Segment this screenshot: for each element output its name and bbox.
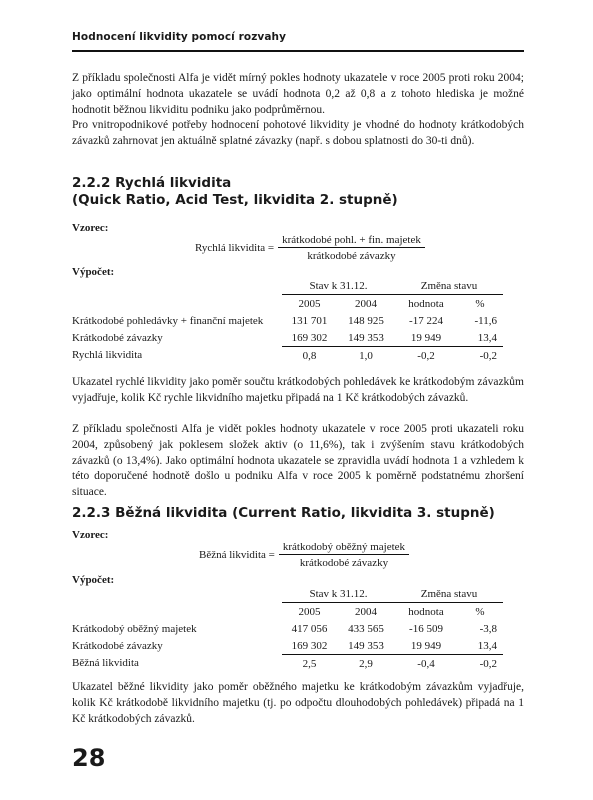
cell-change-value: -0,4	[417, 657, 435, 670]
cell-change-percent: 13,4	[457, 637, 503, 655]
cell-change-value: -0,2	[417, 349, 435, 362]
quick-ratio-table	[72, 277, 503, 364]
col-header-value: hodnota	[408, 605, 444, 618]
formula-current-lhs: Běžná likvidita =	[199, 549, 275, 561]
running-head-title: Hodnocení likvidity pomocí rozvahy	[72, 31, 287, 43]
formula-current-ratio	[199, 541, 409, 569]
cell-2004: 2,9	[359, 657, 373, 670]
table-column-header-row	[72, 295, 503, 313]
table-row	[72, 637, 503, 655]
col-header-2005: 2005	[298, 297, 321, 310]
group-header-state: Stav k 31.12.	[282, 277, 395, 295]
col-header-2005: 2005	[298, 605, 321, 618]
cell-2005: 169 302	[282, 329, 337, 347]
cell-2005: 0,8	[302, 349, 317, 362]
formula-label-current: Vzorec:	[72, 529, 109, 541]
table-row	[72, 347, 503, 365]
col-header-percent: %	[475, 297, 485, 310]
row-label: Krátkodobý oběžný majetek	[72, 622, 197, 635]
table-group-header-row	[72, 585, 503, 603]
group-header-change: Změna stavu	[395, 585, 503, 603]
col-header-2004: 2004	[355, 297, 377, 310]
cell-change-value: 19 949	[395, 637, 457, 655]
cell-2004: 433 565	[348, 622, 384, 635]
header-rule	[72, 50, 524, 52]
paragraph-internal-needs: Pro vnitropodnikové potřeby hodnocení pohotové likvidity je vhodné do hodnoty krátkodobých závazků zahrnovat jen aktuálně splatné závazky (např. s dobou splatnosti do 30-ti dnů).	[72, 119, 524, 147]
cell-change-percent: -11,6	[474, 314, 497, 327]
paragraph-quick-ratio-meaning: Ukazatel rychlé likvidity jako poměr součtu krátkodobých pohledávek ke krátkodobým závazkům vyjadřuje, kolik Kč rychle likvidního majetku připadá na 1 Kč krátkodobých závazků.	[72, 376, 524, 404]
paragraph-quick-ratio-example: Z příkladu společnosti Alfa je vidět pokles hodnoty ukazatele v roce 2005 proti ukazateli roku 2004, způsobený jak poklesem složek aktiv (o 11,6%), tak i zvýšením stavu krátkodobých závazků (o 13,4%). Jako optimální hodnota ukazatele se zpravidla uvádí hodnota 1 a vzhledem k této doporučené hodnotě došlo u podniku Alfa v roce 2005 k poměrně podstatnému zhoršení situace.	[72, 423, 524, 499]
table-column-header-row	[72, 603, 503, 621]
cell-2005: 417 056	[291, 622, 328, 635]
table-group-header-row	[72, 277, 503, 295]
cell-2005: 169 302	[282, 637, 337, 655]
table-row	[72, 329, 503, 347]
cell-2004: 148 925	[348, 314, 384, 327]
cell-change-percent: -3,8	[479, 622, 497, 635]
page-number: 28	[72, 744, 106, 772]
formula-current-denominator: krátkodobé závazky	[299, 557, 389, 569]
section-heading-quick-ratio	[72, 175, 398, 209]
table-row	[72, 620, 503, 637]
cell-2004: 149 353	[337, 329, 395, 347]
row-label: Krátkodobé pohledávky + finanční majetek	[72, 314, 264, 327]
formula-quick-fraction	[278, 234, 425, 262]
formula-quick-numerator: krátkodobé pohl. + fin. majetek	[278, 234, 425, 248]
paragraph-intro: Z příkladu společnosti Alfa je vidět mírný pokles hodnoty ukazatele v roce 2005 proti roku 2004; jako optimální hodnota ukazatele se uvádí hodnota 0,2 až 0,8 a z tohoto hlediska je možné hodnotit běžnou likviditu podniku jako podprůměrnou.	[72, 72, 524, 116]
formula-current-fraction	[279, 541, 409, 569]
row-label: Krátkodobé závazky	[72, 331, 163, 344]
row-label: Běžná likvidita	[72, 657, 139, 670]
table-row	[72, 655, 503, 673]
section-heading-quick-ratio-line1: 2.2.2 Rychlá likvidita	[72, 175, 232, 191]
cell-change-percent: -0,2	[479, 349, 497, 362]
cell-change-percent: 13,4	[457, 329, 503, 347]
cell-change-value: -16 509	[409, 622, 443, 635]
cell-2004: 149 353	[337, 637, 395, 655]
group-header-change: Změna stavu	[395, 277, 503, 295]
formula-quick-lhs: Rychlá likvidita =	[195, 242, 275, 254]
section-heading-quick-ratio-line2: (Quick Ratio, Acid Test, likvidita 2. stupně)	[72, 192, 398, 208]
col-header-value: hodnota	[408, 297, 444, 310]
cell-2005: 2,5	[302, 657, 317, 670]
row-label: Rychlá likvidita	[72, 349, 143, 362]
table-row	[72, 312, 503, 329]
calc-label-quick: Výpočet:	[72, 266, 115, 278]
cell-change-value: 19 949	[395, 329, 457, 347]
section-heading-current-ratio: 2.2.3 Běžná likvidita (Current Ratio, likvidita 3. stupně)	[72, 505, 495, 521]
cell-2004: 1,0	[359, 349, 373, 362]
row-label: Krátkodobé závazky	[72, 639, 163, 652]
col-header-percent: %	[475, 605, 485, 618]
calc-label-current: Výpočet:	[72, 574, 115, 586]
formula-current-numerator: krátkodobý oběžný majetek	[279, 541, 409, 555]
cell-change-value: -17 224	[409, 314, 443, 327]
cell-change-percent: -0,2	[479, 657, 497, 670]
formula-label-quick: Vzorec:	[72, 222, 109, 234]
group-header-state: Stav k 31.12.	[282, 585, 395, 603]
current-ratio-table	[72, 585, 503, 672]
formula-quick-denominator: krátkodobé závazky	[307, 250, 396, 262]
paragraph-current-ratio-meaning: Ukazatel běžné likvidity jako poměr oběžného majetku ke krátkodobým závazkům vyjadřuje, kolik Kč krátkodobě likvidního majetku (tj. po odpočtu dlouhodobých pohledávek) připadá na 1 Kč krátkodobých závazků.	[72, 681, 524, 725]
cell-2005: 131 701	[291, 314, 328, 327]
formula-quick-ratio	[195, 234, 425, 262]
col-header-2004: 2004	[355, 605, 377, 618]
